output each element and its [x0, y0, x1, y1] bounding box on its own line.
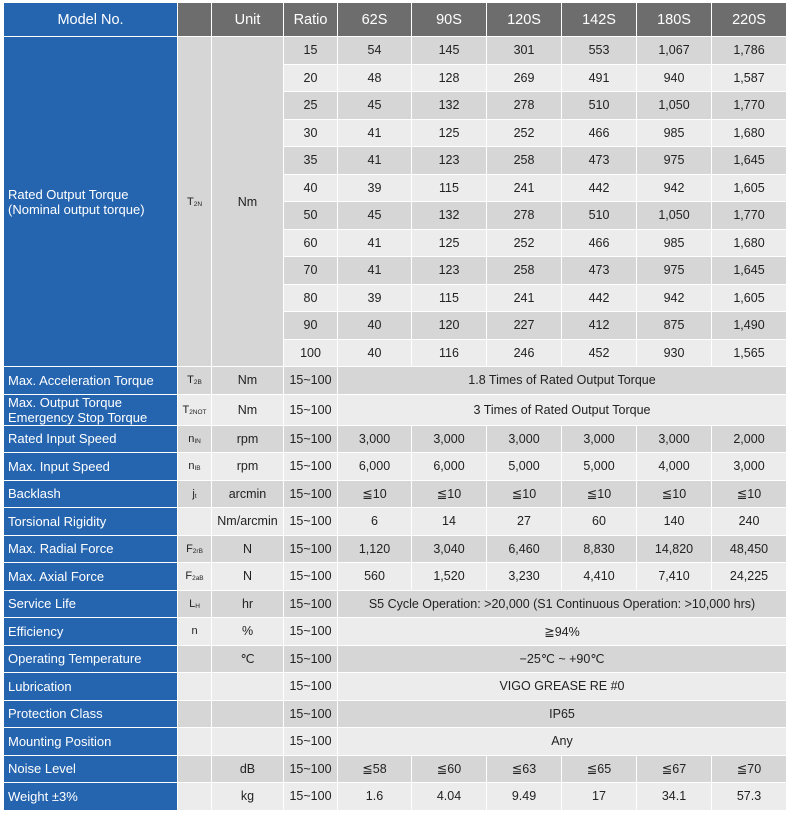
header-model-90s: 90S: [412, 3, 487, 37]
value-cell: 6,000: [412, 453, 487, 481]
row-label: Rated Input Speed: [4, 425, 178, 453]
symbol-main: F: [186, 542, 193, 555]
row-label: Torsional Rigidity: [4, 508, 178, 536]
value-cell: 258: [487, 147, 562, 175]
value-cell: 3,230: [487, 563, 562, 591]
ratio-cell: 60: [284, 229, 338, 257]
unit-cell: Nm/arcmin: [212, 508, 284, 536]
value-cell: 241: [487, 174, 562, 202]
unit-cell: %: [212, 618, 284, 646]
value-cell: 258: [487, 257, 562, 285]
value-cell: 123: [412, 257, 487, 285]
header-row: [4, 3, 787, 37]
symbol-cell: [178, 508, 212, 536]
value-cell: 510: [562, 92, 637, 120]
spec-table-body: [4, 37, 787, 811]
symbol-sub: IN: [194, 437, 201, 445]
unit-cell: kg: [212, 783, 284, 811]
label-line: Rated Output Torque: [8, 186, 129, 202]
value-cell: 240: [712, 508, 787, 536]
row-label: Max. Acceleration Torque: [4, 367, 178, 395]
value-cell: ≦10: [712, 480, 787, 508]
ratio-cell: 40: [284, 174, 338, 202]
ratio-cell: 15~100: [284, 563, 338, 591]
value-cell: 60: [562, 508, 637, 536]
row-label: Max. Radial Force: [4, 535, 178, 563]
value-cell: 24,225: [712, 563, 787, 591]
ratio-cell: 15~100: [284, 645, 338, 673]
row-label: Mounting Position: [4, 728, 178, 756]
value-cell: 45: [338, 202, 412, 230]
symbol-cell: [178, 453, 212, 481]
value-cell: 452: [562, 339, 637, 367]
value-cell: 34.1: [637, 783, 712, 811]
value-cell: 510: [562, 202, 637, 230]
symbol-cell: [178, 394, 212, 425]
ratio-cell: 25: [284, 92, 338, 120]
value-cell: 4.04: [412, 783, 487, 811]
row-label: Weight ±3%: [4, 783, 178, 811]
value-cell: 40: [338, 312, 412, 340]
symbol-sub: t: [194, 492, 197, 500]
torque-symbol: [178, 37, 212, 367]
unit-cell: [212, 728, 284, 756]
table-row: [4, 394, 787, 425]
value-cell: 4,410: [562, 563, 637, 591]
label-line: (Nominal output torque): [8, 201, 145, 217]
value-cell: 145: [412, 37, 487, 65]
value-cell: 560: [338, 563, 412, 591]
value-cell: 278: [487, 202, 562, 230]
value-cell: ≦60: [412, 755, 487, 783]
value-cell: 125: [412, 119, 487, 147]
row-label: Max. Output Torque Emergency Stop Torque: [4, 394, 178, 425]
symbol-cell: [178, 563, 212, 591]
symbol-cell: [178, 645, 212, 673]
header-model-62s: 62S: [338, 3, 412, 37]
value-cell: 1,770: [712, 92, 787, 120]
unit-cell: Nm: [212, 367, 284, 395]
symbol-sub: IB: [194, 465, 201, 473]
table-row: [4, 508, 787, 536]
ratio-cell: 15~100: [284, 508, 338, 536]
ratio-cell: 15~100: [284, 590, 338, 618]
value-cell: ≦70: [712, 755, 787, 783]
table-row: [4, 673, 787, 701]
row-label: Max. Axial Force: [4, 563, 178, 591]
value-cell: 975: [637, 147, 712, 175]
symbol-cell: [178, 367, 212, 395]
value-cell: 45: [338, 92, 412, 120]
value-cell: 54: [338, 37, 412, 65]
value-cell: 41: [338, 257, 412, 285]
value-cell: 942: [637, 284, 712, 312]
value-cell: 985: [637, 119, 712, 147]
symbol-cell: [178, 425, 212, 453]
unit-cell: hr: [212, 590, 284, 618]
value-cell: 246: [487, 339, 562, 367]
row-label: Efficiency: [4, 618, 178, 646]
value-cell: 128: [412, 64, 487, 92]
value-cell: ≦10: [562, 480, 637, 508]
value-cell: 1,050: [637, 92, 712, 120]
value-cell: 466: [562, 119, 637, 147]
value-cell: ≦10: [637, 480, 712, 508]
symbol-sub: 2aB: [192, 575, 204, 583]
value-cell: 17: [562, 783, 637, 811]
value-cell: 40: [338, 339, 412, 367]
table-row: [4, 618, 787, 646]
value-cell: 4,000: [637, 453, 712, 481]
symbol-cell: [178, 673, 212, 701]
value-cell: 41: [338, 147, 412, 175]
unit-cell: arcmin: [212, 480, 284, 508]
ratio-cell: 15~100: [284, 367, 338, 395]
value-cell: 3,000: [487, 425, 562, 453]
value-cell: 5,000: [487, 453, 562, 481]
table-row: [4, 755, 787, 783]
header-symbol: [178, 3, 212, 37]
ratio-cell: 15~100: [284, 453, 338, 481]
value-cell: 875: [637, 312, 712, 340]
value-cell: 125: [412, 229, 487, 257]
symbol-cell: [178, 618, 212, 646]
ratio-cell: 15~100: [284, 783, 338, 811]
ratio-cell: 15~100: [284, 480, 338, 508]
value-cell: 39: [338, 174, 412, 202]
value-cell: ≦67: [637, 755, 712, 783]
ratio-cell: 35: [284, 147, 338, 175]
symbol-sub: 2N: [193, 200, 203, 208]
row-label-rated-output-torque: [4, 37, 178, 367]
value-cell: 1,587: [712, 64, 787, 92]
value-cell: ≦65: [562, 755, 637, 783]
row-label: Service Life: [4, 590, 178, 618]
ratio-cell: 15~100: [284, 394, 338, 425]
table-row: [4, 700, 787, 728]
symbol-main: n: [191, 625, 198, 638]
value-cell: 491: [562, 64, 637, 92]
value-cell: 442: [562, 284, 637, 312]
ratio-cell: 15~100: [284, 673, 338, 701]
ratio-cell: 50: [284, 202, 338, 230]
symbol-sub: 2B: [193, 379, 202, 387]
ratio-cell: 15~100: [284, 535, 338, 563]
value-cell: ≦10: [412, 480, 487, 508]
table-row: [4, 425, 787, 453]
value-cell: 123: [412, 147, 487, 175]
ratio-cell: 90: [284, 312, 338, 340]
value-cell: 41: [338, 229, 412, 257]
value-cell: 1,120: [338, 535, 412, 563]
value-cell: 940: [637, 64, 712, 92]
header-model-220s: 220S: [712, 3, 787, 37]
value-cell: 412: [562, 312, 637, 340]
merged-value-cell: 1.8 Times of Rated Output Torque: [338, 367, 787, 395]
table-row: [4, 728, 787, 756]
value-cell: 48: [338, 64, 412, 92]
unit-cell: rpm: [212, 453, 284, 481]
value-cell: 1,645: [712, 257, 787, 285]
merged-value-cell: Any: [338, 728, 787, 756]
ratio-cell: 15~100: [284, 618, 338, 646]
symbol-main: n: [188, 460, 195, 473]
value-cell: 8,830: [562, 535, 637, 563]
table-row: [4, 480, 787, 508]
value-cell: 7,410: [637, 563, 712, 591]
row-label: Operating Temperature: [4, 645, 178, 673]
value-cell: ≦63: [487, 755, 562, 783]
value-cell: 1,520: [412, 563, 487, 591]
symbol-cell: [178, 590, 212, 618]
value-cell: 1,605: [712, 174, 787, 202]
symbol-main: T: [187, 374, 194, 387]
value-cell: 140: [637, 508, 712, 536]
value-cell: 3,000: [412, 425, 487, 453]
value-cell: 1,770: [712, 202, 787, 230]
row-label: Noise Level: [4, 755, 178, 783]
value-cell: 553: [562, 37, 637, 65]
row-label: Protection Class: [4, 700, 178, 728]
value-cell: 301: [487, 37, 562, 65]
unit-cell: ℃: [212, 645, 284, 673]
value-cell: 14,820: [637, 535, 712, 563]
value-cell: 942: [637, 174, 712, 202]
value-cell: 6,000: [338, 453, 412, 481]
value-cell: 115: [412, 284, 487, 312]
value-cell: 41: [338, 119, 412, 147]
table-row: [4, 783, 787, 811]
value-cell: 985: [637, 229, 712, 257]
value-cell: 9.49: [487, 783, 562, 811]
value-cell: 1,490: [712, 312, 787, 340]
symbol-cell: [178, 728, 212, 756]
unit-cell: Nm: [212, 394, 284, 425]
value-cell: 57.3: [712, 783, 787, 811]
value-cell: 115: [412, 174, 487, 202]
value-cell: 269: [487, 64, 562, 92]
value-cell: 3,000: [338, 425, 412, 453]
value-cell: ≦58: [338, 755, 412, 783]
value-cell: 116: [412, 339, 487, 367]
symbol-cell: [178, 535, 212, 563]
value-cell: 3,000: [712, 453, 787, 481]
symbol-main: F: [185, 570, 193, 583]
symbol-cell: [178, 480, 212, 508]
value-cell: 6,460: [487, 535, 562, 563]
value-cell: 132: [412, 202, 487, 230]
row-label: Lubrication: [4, 673, 178, 701]
ratio-cell: 80: [284, 284, 338, 312]
value-cell: 1,605: [712, 284, 787, 312]
merged-value-cell: −25℃ ~ +90℃: [338, 645, 787, 673]
value-cell: 442: [562, 174, 637, 202]
row-label: Max. Input Speed: [4, 453, 178, 481]
unit-cell: [212, 700, 284, 728]
value-cell: 6: [338, 508, 412, 536]
ratio-cell: 15: [284, 37, 338, 65]
ratio-cell: 70: [284, 257, 338, 285]
symbol-cell: [178, 783, 212, 811]
value-cell: 27: [487, 508, 562, 536]
ratio-cell: 15~100: [284, 728, 338, 756]
value-cell: 1.6: [338, 783, 412, 811]
value-cell: 1,786: [712, 37, 787, 65]
merged-value-cell: IP65: [338, 700, 787, 728]
ratio-cell: 20: [284, 64, 338, 92]
value-cell: 1,050: [637, 202, 712, 230]
table-row: [4, 37, 787, 65]
value-cell: 975: [637, 257, 712, 285]
header-ratio: Ratio: [284, 3, 338, 37]
value-cell: 278: [487, 92, 562, 120]
value-cell: ≦10: [487, 480, 562, 508]
value-cell: 930: [637, 339, 712, 367]
symbol-main: j: [192, 487, 195, 500]
ratio-cell: 100: [284, 339, 338, 367]
table-row: [4, 645, 787, 673]
merged-value-cell: S5 Cycle Operation: >20,000 (S1 Continuous Operation: >10,000 hrs): [338, 590, 787, 618]
header-model-no: Model No.: [4, 3, 178, 37]
torque-unit: Nm: [212, 37, 284, 367]
row-label: Backlash: [4, 480, 178, 508]
symbol-main: L: [189, 597, 196, 610]
symbol-cell: [178, 755, 212, 783]
header-model-142s: 142S: [562, 3, 637, 37]
header-model-180s: 180S: [637, 3, 712, 37]
unit-cell: dB: [212, 755, 284, 783]
merged-value-cell: VIGO GREASE RE #0: [338, 673, 787, 701]
header-unit: Unit: [212, 3, 284, 37]
value-cell: 48,450: [712, 535, 787, 563]
value-cell: 3,000: [562, 425, 637, 453]
unit-cell: N: [212, 535, 284, 563]
value-cell: 1,565: [712, 339, 787, 367]
ratio-cell: 15~100: [284, 700, 338, 728]
table-row: [4, 367, 787, 395]
value-cell: 2,000: [712, 425, 787, 453]
value-cell: 1,645: [712, 147, 787, 175]
symbol-sub: 2NOT: [189, 408, 207, 416]
table-row: [4, 535, 787, 563]
value-cell: 39: [338, 284, 412, 312]
value-cell: 473: [562, 257, 637, 285]
value-cell: 473: [562, 147, 637, 175]
unit-cell: [212, 673, 284, 701]
table-row: [4, 453, 787, 481]
value-cell: 1,680: [712, 119, 787, 147]
value-cell: 1,067: [637, 37, 712, 65]
header-model-120s: 120S: [487, 3, 562, 37]
value-cell: 1,680: [712, 229, 787, 257]
ratio-cell: 15~100: [284, 755, 338, 783]
unit-cell: rpm: [212, 425, 284, 453]
merged-value-cell: ≧94%: [338, 618, 787, 646]
value-cell: 241: [487, 284, 562, 312]
value-cell: 120: [412, 312, 487, 340]
symbol-cell: [178, 700, 212, 728]
unit-cell: N: [212, 563, 284, 591]
value-cell: 3,040: [412, 535, 487, 563]
symbol-main: n: [188, 432, 195, 445]
merged-value-cell: 3 Times of Rated Output Torque: [338, 394, 787, 425]
value-cell: 14: [412, 508, 487, 536]
symbol-sub: 2rB: [192, 547, 203, 555]
value-cell: 466: [562, 229, 637, 257]
spec-table: [3, 2, 787, 811]
symbol-sub: H: [195, 602, 200, 610]
ratio-cell: 30: [284, 119, 338, 147]
table-row: [4, 590, 787, 618]
value-cell: 227: [487, 312, 562, 340]
value-cell: 132: [412, 92, 487, 120]
value-cell: ≦10: [338, 480, 412, 508]
table-row: [4, 563, 787, 591]
symbol-main: T: [186, 195, 194, 208]
ratio-cell: 15~100: [284, 425, 338, 453]
value-cell: 252: [487, 229, 562, 257]
value-cell: 5,000: [562, 453, 637, 481]
value-cell: 252: [487, 119, 562, 147]
value-cell: 3,000: [637, 425, 712, 453]
symbol-main: T: [182, 403, 190, 416]
